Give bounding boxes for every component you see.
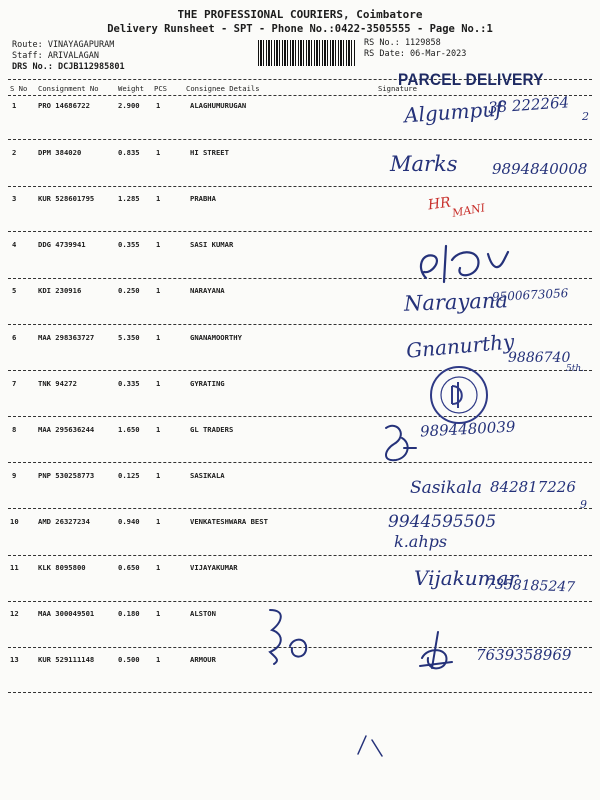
row-pcs: 1 (156, 148, 161, 157)
row-pcs: 1 (156, 194, 161, 203)
row-separator (8, 231, 592, 232)
row-weight: 1.285 (118, 194, 140, 203)
row-consignee: ALSTON (190, 609, 216, 618)
row-consignment: PRO 14686722 (38, 101, 90, 110)
col-weight: Weight (118, 84, 144, 93)
row-consignee: GYRATING (190, 379, 225, 388)
row-weight: 1.650 (118, 425, 140, 434)
row-pcs: 1 (156, 563, 161, 572)
row-consignment: MAA 298363727 (38, 333, 95, 342)
row-sno: 6 (12, 333, 17, 342)
row-pcs: 1 (156, 240, 161, 249)
phone-row-2: 9894840008 (492, 160, 588, 178)
row-separator (8, 139, 592, 140)
row-consignment: KLK 8095800 (38, 563, 86, 572)
signature-row-8 (378, 418, 422, 468)
row-sno: 13 (10, 655, 19, 664)
row-sno: 12 (10, 609, 19, 618)
row-pcs: 1 (156, 517, 161, 526)
row-weight: 0.650 (118, 563, 140, 572)
row-weight: 0.940 (118, 517, 140, 526)
gyrating-seal (428, 364, 490, 426)
row-consignee: PRABHA (190, 194, 216, 203)
phone-row-1-suffix: 2 (582, 110, 589, 123)
header-bottom-rule (8, 95, 592, 96)
row-pcs: 1 (156, 609, 161, 618)
phone-row-13: 7639358969 (476, 646, 572, 664)
row-consignee: VENKATESHWARA BEST (190, 517, 268, 526)
row-consignee: GNANAMOORTHY (190, 333, 242, 342)
signature-row-2: Marks (390, 152, 458, 176)
row-pcs: 1 (156, 101, 161, 110)
row-separator (8, 324, 592, 325)
row-sno: 11 (10, 563, 19, 572)
phone-row-9-suffix: 9 (580, 498, 587, 511)
row-pcs: 1 (156, 286, 161, 295)
row-consignment: PNP 530258773 (38, 471, 95, 480)
rs-date: RS Date: 06-Mar-2023 (364, 49, 467, 59)
note-row-3-hr: HR (426, 194, 452, 214)
row-sno: 4 (12, 240, 17, 249)
phone-row-10: 9944595505 (388, 512, 497, 532)
barcode (258, 40, 356, 66)
row-sno: 2 (12, 148, 17, 157)
row-weight: 0.250 (118, 286, 140, 295)
row-sno: 1 (12, 101, 17, 110)
signature-row-11: Vijakumar (414, 566, 519, 590)
row-consignment: TNK 94272 (38, 379, 77, 388)
row-consignee: VIJAYAKUMAR (190, 563, 238, 572)
row-separator (8, 370, 592, 371)
row-consignee: ARMOUR (190, 655, 216, 664)
row-sno: 7 (12, 379, 17, 388)
row-weight: 0.355 (118, 240, 140, 249)
row-consignment: KDI 230916 (38, 286, 82, 295)
signature-row-10: k.ahps (394, 532, 448, 551)
route-label: Route: VINAYAGAPURAM (12, 40, 115, 50)
row-consignment: DPM 384020 (38, 148, 82, 157)
stray-mark (352, 730, 392, 760)
phone-row-5: 9500673056 (491, 286, 569, 304)
row-consignment: AMD 26327234 (38, 517, 90, 526)
col-consignee: Consignee Details (186, 84, 260, 93)
row-separator (8, 186, 592, 187)
phone-row-11: 7358185247 (485, 576, 576, 596)
row-consignment: MAA 295636244 (38, 425, 95, 434)
col-sno: S No (10, 84, 28, 93)
signature-row-6: Gnanurthy (405, 329, 516, 363)
row-consignment: KUR 528601795 (38, 194, 95, 203)
row-weight: 0.125 (118, 471, 140, 480)
signature-row-13 (414, 628, 458, 678)
row-sno: 9 (12, 471, 17, 480)
row-weight: 0.335 (118, 379, 140, 388)
phone-row-9: 842817226 (490, 478, 576, 496)
phone-row-1: 38 222264 (487, 93, 570, 117)
row-weight: 0.180 (118, 609, 140, 618)
row-separator (8, 508, 592, 509)
row-pcs: 1 (156, 471, 161, 480)
row-separator (8, 416, 592, 417)
col-consignment: Consignment No (38, 84, 99, 93)
row-weight: 0.835 (118, 148, 140, 157)
parcel-delivery-stamp: PARCEL DELIVERY (398, 70, 544, 89)
row-consignee: HI STREET (190, 148, 229, 157)
row-sno: 5 (12, 286, 17, 295)
staff-label: Staff: ARIVALAGAN (12, 51, 99, 61)
phone-row-6: 9886740 (508, 350, 571, 366)
row-separator (8, 462, 592, 463)
row-pcs: 1 (156, 333, 161, 342)
company-title: THE PROFESSIONAL COURIERS, Coimbatore (177, 8, 423, 21)
phone-row-6-suffix: 5th. (566, 364, 584, 374)
row-consignee: SASIKALA (190, 471, 225, 480)
row-consignee: SASI KUMAR (190, 240, 234, 249)
signature-row-12 (260, 606, 320, 666)
row-sno: 8 (12, 425, 17, 434)
runsheet-title: Delivery Runsheet - SPT - Phone No.:0422-3505555 - Page No.:1 (107, 23, 493, 35)
drs-number: DRS No.: DCJB112985801 (12, 62, 125, 72)
signature-row-9: Sasikala (410, 478, 482, 498)
signature-row-5: Narayana (403, 288, 509, 316)
row-pcs: 1 (156, 379, 161, 388)
row-separator (8, 601, 592, 602)
row-consignee: GL TRADERS (190, 425, 234, 434)
col-pcs: PCS (154, 84, 167, 93)
note-row-3-mani: MANI (451, 201, 487, 220)
row-consignment: MAA 300049501 (38, 609, 95, 618)
row-pcs: 1 (156, 655, 161, 664)
signature-row-1: Algumpuf (403, 96, 504, 128)
row-separator (8, 692, 592, 693)
row-consignee: NARAYANA (190, 286, 225, 295)
row-sno: 10 (10, 517, 19, 526)
phone-row-8: 9894480039 (419, 417, 516, 441)
row-sno: 3 (12, 194, 17, 203)
row-weight: 2.900 (118, 101, 140, 110)
row-consignment: DDG 4739941 (38, 240, 86, 249)
signature-row-4 (412, 238, 522, 288)
row-consignment: KUR 529111148 (38, 655, 95, 664)
rs-number: RS No.: 1129858 (364, 38, 441, 48)
row-weight: 0.500 (118, 655, 140, 664)
col-signature: Signature (378, 84, 417, 93)
row-separator (8, 555, 592, 556)
row-weight: 5.350 (118, 333, 140, 342)
row-consignee: ALAGHUMURUGAN (190, 101, 247, 110)
row-pcs: 1 (156, 425, 161, 434)
